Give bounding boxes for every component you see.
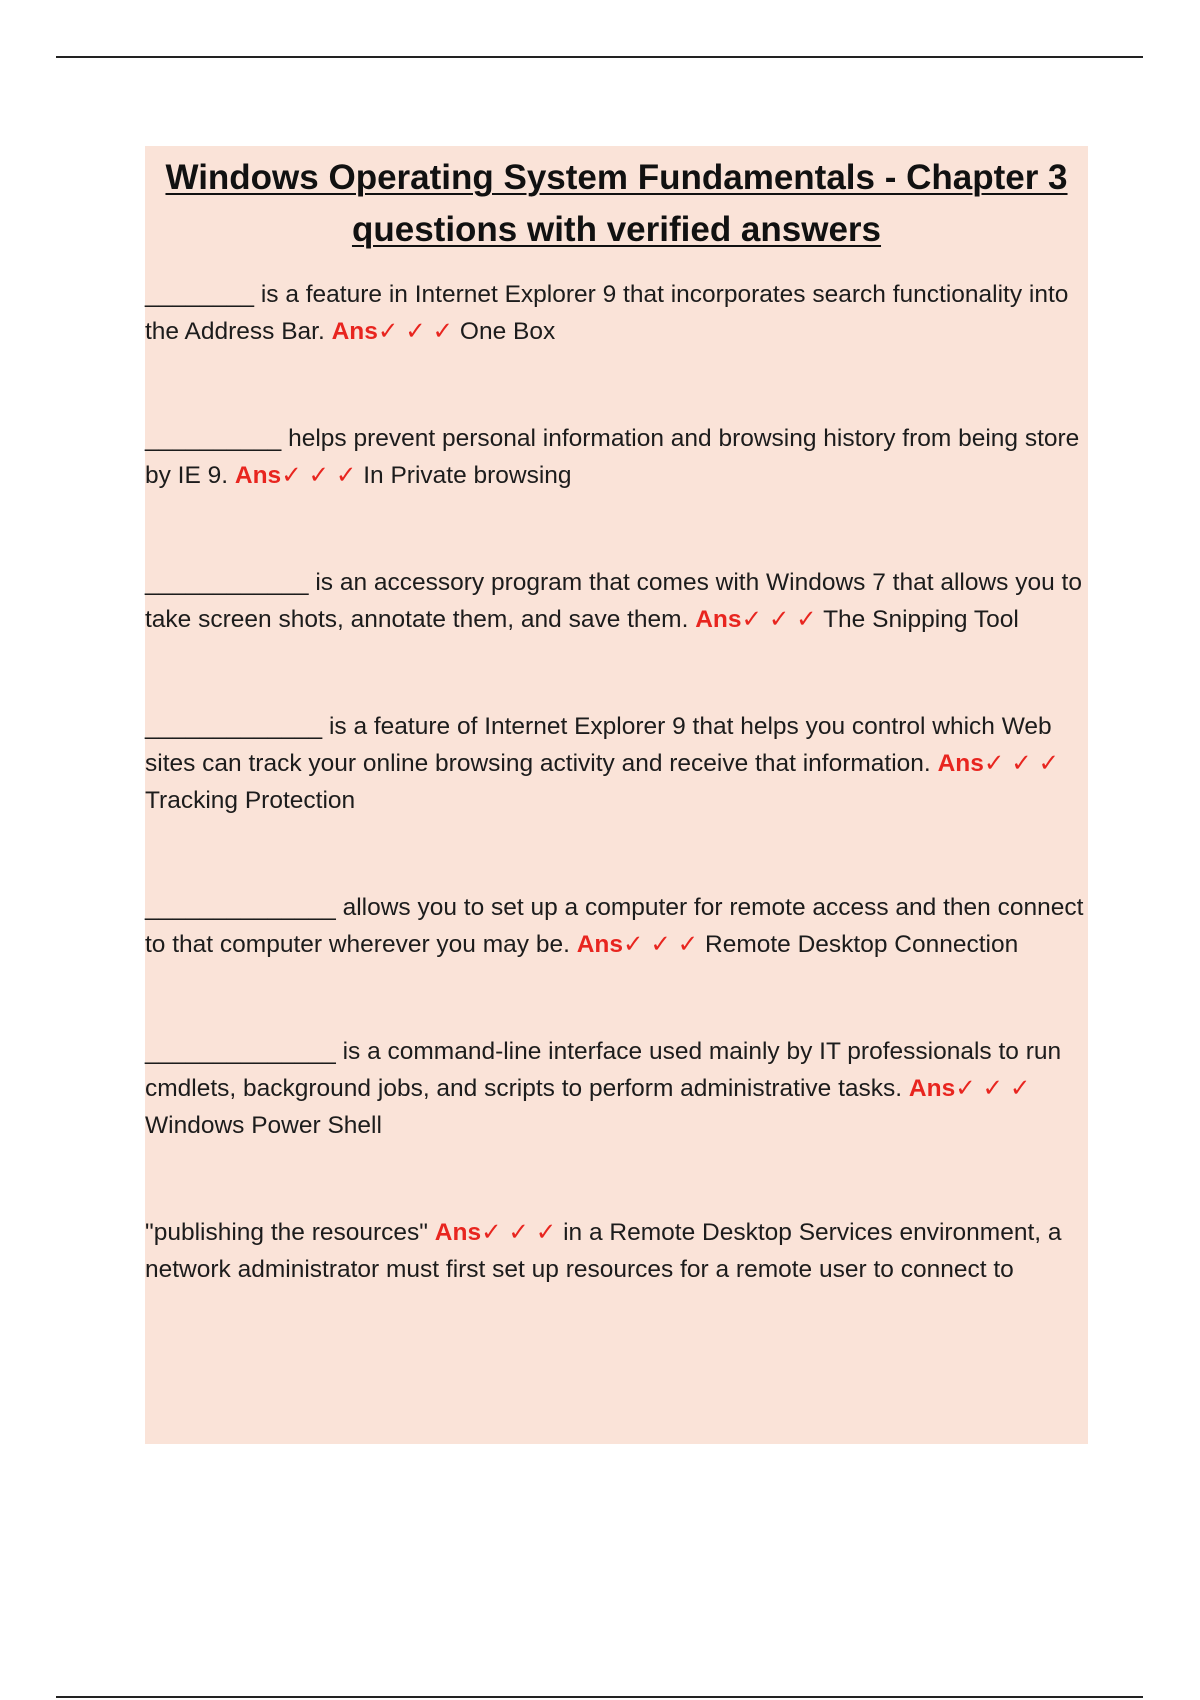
question-item-2 — [145, 420, 1088, 494]
question-text: _____________ is a feature of Internet Explorer 9 that helps you control which Web sites can track your online browsing activity and receive that information. — [145, 713, 1052, 777]
checkmark-icon: ✓ ✓ ✓ — [983, 750, 1060, 777]
top-divider — [56, 56, 1143, 58]
answer-text: in a Remote Desktop Services environment, a network administrator must first set up resources for a remote user to connect to — [145, 1219, 1062, 1283]
checkmark-icon: ✓ ✓ ✓ — [377, 318, 454, 345]
question-item-4 — [145, 708, 1088, 819]
answer-text: In Private browsing — [363, 462, 572, 489]
answer-text: Remote Desktop Connection — [705, 931, 1019, 958]
question-text: ________ is a feature in Internet Explorer 9 that incorporates search functionality into the Address Bar. — [145, 281, 1069, 345]
question-text: ______________ is a command-line interface used mainly by IT professionals to run cmdlets, background jobs, and scripts to perform administrative tasks. — [145, 1038, 1062, 1102]
document-title: Windows Operating System Fundamentals - Chapter 3 questions with verified answers — [165, 158, 1068, 249]
answer-label: Ans — [695, 606, 742, 633]
answer-label: Ans — [937, 750, 984, 777]
question-item-5 — [145, 889, 1088, 963]
question-item-6 — [145, 1033, 1088, 1144]
question-text: ______________ allows you to set up a computer for remote access and then connect to that computer wherever you may be. — [145, 894, 1084, 958]
checkmark-icon: ✓ ✓ ✓ — [281, 462, 357, 489]
answer-label: Ans — [234, 462, 282, 489]
checkmark-icon: ✓ ✓ ✓ — [741, 606, 817, 633]
question-item-7 — [145, 1214, 1088, 1288]
answer-label: Ans — [576, 931, 623, 958]
question-item-3 — [145, 564, 1088, 638]
answer-label: Ans — [908, 1075, 956, 1102]
question-text: "publishing the resources" — [145, 1219, 428, 1246]
checkmark-icon: ✓ ✓ ✓ — [481, 1219, 557, 1246]
checkmark-icon: ✓ ✓ ✓ — [955, 1075, 1031, 1102]
answer-label: Ans — [331, 318, 378, 345]
answer-text: The Snipping Tool — [823, 606, 1019, 633]
question-text: ____________ is an accessory program that comes with Windows 7 that allows you to take screen shots, annotate them, and save them. — [145, 569, 1082, 633]
bottom-divider — [56, 1696, 1143, 1698]
answer-label: Ans — [434, 1219, 482, 1246]
question-list — [145, 276, 1088, 1288]
document-page — [145, 146, 1088, 1444]
question-item-1 — [145, 276, 1088, 350]
answer-text: One Box — [459, 318, 556, 345]
answer-text: Windows Power Shell — [145, 1112, 382, 1139]
answer-text: Tracking Protection — [145, 787, 356, 814]
question-text: __________ helps prevent personal information and browsing history from being store by IE 9. — [145, 425, 1080, 489]
checkmark-icon: ✓ ✓ ✓ — [622, 931, 699, 958]
